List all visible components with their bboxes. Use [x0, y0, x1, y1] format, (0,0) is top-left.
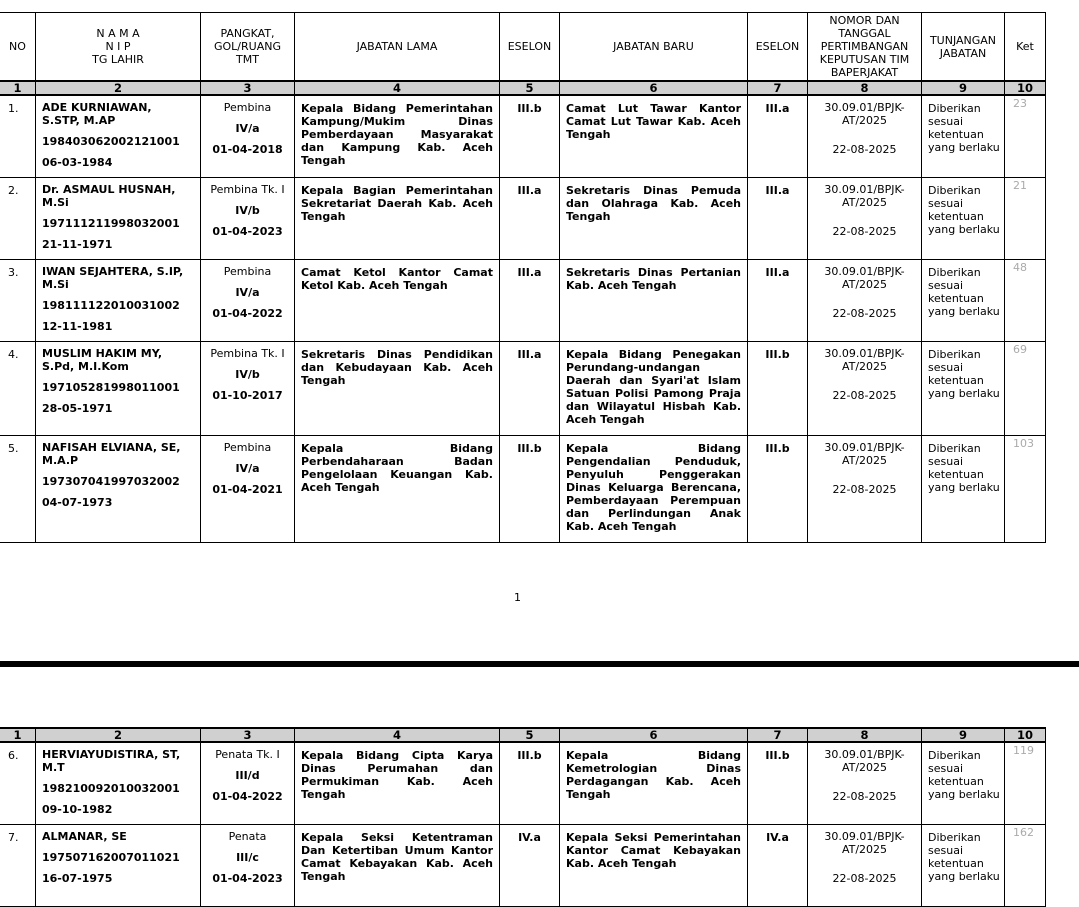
column-number: 8: [808, 728, 922, 742]
remark: 69: [1005, 341, 1046, 435]
decree-cell: [808, 177, 922, 259]
tmt-date: 01-04-2022: [212, 790, 283, 803]
grade: IV/a: [235, 285, 260, 299]
header-sk-line: NOMOR DAN: [829, 14, 900, 27]
remark: 119: [1005, 742, 1046, 824]
new-position: Sekretaris Dinas Pertanian Kab. Aceh Tengah: [560, 259, 748, 341]
tmt-date: 01-04-2023: [212, 224, 283, 238]
header-jabatan-lama: JABATAN LAMA: [295, 13, 500, 82]
table-row: [0, 259, 1046, 341]
rank-cell: [201, 824, 295, 906]
column-number: 6: [560, 81, 748, 95]
name-line: IWAN SEJAHTERA, S.IP,: [42, 264, 184, 278]
name-line: M.A.P: [42, 453, 79, 467]
column-number: 7: [748, 728, 808, 742]
header-nama: [36, 13, 201, 82]
mutation-table-page-2: [0, 727, 1046, 907]
decree-date: 22-08-2025: [832, 306, 897, 320]
header-sk-line: TANGGAL: [838, 27, 891, 40]
page-number: 1: [514, 591, 521, 604]
nip: 197111211998032001: [42, 216, 180, 230]
old-echelon: III.b: [500, 742, 560, 824]
name-line: M.Si: [42, 277, 69, 291]
decree-cell: [808, 435, 922, 542]
decree-number: 30.09.01/BPJK-AT/2025: [824, 101, 905, 127]
rank: Pembina Tk. I: [210, 182, 285, 196]
name-line: S.STP, M.AP: [42, 114, 116, 127]
decree-date: 22-08-2025: [832, 790, 897, 803]
decree-cell: [808, 259, 922, 341]
mutation-table-page-1: [0, 12, 1046, 543]
grade: IV/a: [235, 461, 260, 475]
decree-number: 30.09.01/BPJK-AT/2025: [824, 440, 905, 467]
header-ket: Ket: [1005, 13, 1046, 82]
table-row: [0, 95, 1046, 177]
column-number: 3: [201, 728, 295, 742]
column-number: 1: [0, 81, 36, 95]
old-position: Kepala Bidang Cipta Karya Dinas Perumahan dan Permukiman Kab. Aceh Tengah: [295, 742, 500, 824]
table-row: [0, 341, 1046, 435]
new-position: Kepala Bidang Penegakan Perundang-undangan Daerah dan Syari'at Islam Satuan Polisi Pamong Praja dan Wilayatul Hisbah Kab. Aceh Tengah: [560, 341, 748, 435]
remark: 48: [1005, 259, 1046, 341]
employee-cell: [36, 95, 201, 177]
new-position: Sekretaris Dinas Pemuda dan Olahraga Kab. Aceh Tengah: [560, 177, 748, 259]
header-tglahir-line: TG LAHIR: [92, 53, 144, 66]
row-number: 7.: [0, 824, 36, 906]
new-position: Kepala Seksi Pemerintahan Kantor Camat Kebayakan Kab. Aceh Tengah: [560, 824, 748, 906]
birth-date: 21-11-1971: [42, 237, 113, 251]
old-position: Sekretaris Dinas Pendidikan dan Kebudayaan Kab. Aceh Tengah: [295, 341, 500, 435]
name-line: MUSLIM HAKIM MY,: [42, 346, 163, 360]
remark: 103: [1005, 435, 1046, 542]
rank: Penata Tk. I: [215, 748, 280, 761]
remark: 23: [1005, 95, 1046, 177]
name-line: S.Pd, M.I.Kom: [42, 359, 129, 373]
employee-cell: [36, 435, 201, 542]
decree-date: 22-08-2025: [832, 482, 897, 496]
grade: III/d: [235, 769, 260, 782]
new-position: Kepala Bidang Pengendalian Penduduk, Penyuluh Penggerakan Dinas Keluarga Berencana, Pemberdayaan Perempuan dan Perlindungan Anak Kab. Aceh Tengah: [560, 435, 748, 542]
remark: 162: [1005, 824, 1046, 906]
column-number: 6: [560, 728, 748, 742]
row-number: 1.: [0, 95, 36, 177]
decree-date: 22-08-2025: [832, 143, 897, 156]
column-number: 1: [0, 728, 36, 742]
header-tmt-line: TMT: [236, 53, 259, 66]
tmt-date: 01-04-2023: [212, 871, 283, 885]
new-echelon: III.a: [748, 95, 808, 177]
column-number: 4: [295, 81, 500, 95]
birth-date: 28-05-1971: [42, 401, 113, 415]
tmt-date: 01-04-2018: [212, 143, 283, 156]
birth-date: 09-10-1982: [42, 803, 113, 816]
table-row: [0, 824, 1046, 906]
header-eselon-baru: ESELON: [748, 13, 808, 82]
column-number: 9: [922, 81, 1005, 95]
decree-cell: [808, 742, 922, 824]
column-number: 2: [36, 81, 201, 95]
birth-date: 16-07-1975: [42, 871, 113, 885]
name-line: M.T: [42, 761, 65, 774]
decree-number: 30.09.01/BPJK-AT/2025: [824, 829, 905, 856]
name-line: NAFISAH ELVIANA, SE,: [42, 440, 181, 454]
nip: 198403062002121001: [42, 135, 180, 148]
header-eselon-lama: ESELON: [500, 13, 560, 82]
header-nama-line: N A M A: [96, 27, 140, 40]
old-position: Kepala Seksi Ketentraman Dan Ketertiban Umum Kantor Camat Kebayakan Kab. Aceh Tengah: [295, 824, 500, 906]
birth-date: 04-07-1973: [42, 495, 113, 509]
employee-cell: [36, 341, 201, 435]
table-row: [0, 177, 1046, 259]
rank: Pembina Tk. I: [210, 346, 285, 360]
header-pangkat-line: PANGKAT,: [220, 27, 275, 40]
rank: Pembina: [223, 440, 272, 454]
new-echelon: III.a: [748, 177, 808, 259]
old-echelon: III.a: [500, 177, 560, 259]
allowance: Diberikan sesuai ketentuan yang berlaku: [922, 742, 1005, 824]
column-number: 4: [295, 728, 500, 742]
old-position: Camat Ketol Kantor Camat Ketol Kab. Aceh Tengah: [295, 259, 500, 341]
table-row: [0, 742, 1046, 824]
rank-cell: [201, 341, 295, 435]
employee-cell: [36, 824, 201, 906]
allowance: Diberikan sesuai ketentuan yang berlaku: [922, 824, 1005, 906]
allowance: Diberikan sesuai ketentuan yang berlaku: [922, 177, 1005, 259]
decree-cell: [808, 341, 922, 435]
decree-number: 30.09.01/BPJK-AT/2025: [824, 748, 905, 774]
header-sk-line: BAPERJAKAT: [830, 66, 899, 79]
row-number: 3.: [0, 259, 36, 341]
column-number: 5: [500, 728, 560, 742]
allowance: Diberikan sesuai ketentuan yang berlaku: [922, 95, 1005, 177]
header-sk: [808, 13, 922, 82]
header-row: [0, 13, 1046, 82]
rank-cell: [201, 435, 295, 542]
column-number: 8: [808, 81, 922, 95]
tmt-date: 01-04-2021: [212, 482, 283, 496]
header-tunjangan-line: TUNJANGAN: [929, 33, 997, 47]
nip: 197507162007011021: [42, 850, 180, 864]
column-number: 3: [201, 81, 295, 95]
name-line: HERVIAYUDISTIRA, ST,: [42, 748, 181, 761]
old-echelon: III.a: [500, 341, 560, 435]
grade: IV/a: [235, 122, 260, 135]
column-number: 9: [922, 728, 1005, 742]
rank-cell: [201, 95, 295, 177]
rank: Pembina: [223, 101, 272, 114]
tmt-date: 01-10-2017: [212, 388, 283, 402]
allowance: Diberikan sesuai ketentuan yang berlaku: [922, 341, 1005, 435]
decree-cell: [808, 95, 922, 177]
old-position: Kepala Bidang Pemerintahan Kampung/Mukim Dinas Pemberdayaan Masyarakat dan Kampung Kab. Aceh Tengah: [295, 95, 500, 177]
header-nip-line: N I P: [105, 40, 131, 53]
header-golruang-line: GOL/RUANG: [214, 40, 281, 53]
old-echelon: IV.a: [500, 824, 560, 906]
old-echelon: III.b: [500, 95, 560, 177]
new-echelon: III.b: [748, 341, 808, 435]
decree-number: 30.09.01/BPJK-AT/2025: [824, 346, 905, 373]
decree-date: 22-08-2025: [832, 871, 897, 885]
old-echelon: III.b: [500, 435, 560, 542]
new-position: Kepala Bidang Kemetrologian Dinas Perdagangan Kab. Aceh Tengah: [560, 742, 748, 824]
header-sk-line: PERTIMBANGAN: [820, 40, 909, 53]
name-line: ADE KURNIAWAN,: [42, 101, 152, 114]
column-number: 2: [36, 728, 201, 742]
column-number-row: [0, 81, 1046, 95]
row-number: 2.: [0, 177, 36, 259]
nip: 197105281998011001: [42, 380, 180, 394]
allowance: Diberikan sesuai ketentuan yang berlaku: [922, 259, 1005, 341]
column-number: 5: [500, 81, 560, 95]
row-number: 4.: [0, 341, 36, 435]
column-number: 7: [748, 81, 808, 95]
decree-number: 30.09.01/BPJK-AT/2025: [824, 182, 905, 209]
table-body-page-2: [0, 742, 1046, 906]
old-position: Kepala Bidang Perbendaharaan Badan Pengelolaan Keuangan Kab. Aceh Tengah: [295, 435, 500, 542]
table-row: [0, 435, 1046, 542]
name-line: M.Si: [42, 195, 69, 209]
grade: IV/b: [235, 367, 260, 381]
rank-cell: [201, 259, 295, 341]
row-number: 5.: [0, 435, 36, 542]
page-break-divider: [0, 661, 1079, 667]
decree-number: 30.09.01/BPJK-AT/2025: [824, 264, 905, 291]
nip: 197307041997032002: [42, 474, 180, 488]
header-sk-line: KEPUTUSAN TIM: [819, 53, 910, 66]
grade: III/c: [236, 850, 259, 864]
birth-date: 12-11-1981: [42, 319, 113, 333]
new-echelon: IV.a: [748, 824, 808, 906]
header-pangkat: [201, 13, 295, 82]
rank-cell: [201, 742, 295, 824]
nip: 198210092010032001: [42, 782, 180, 795]
employee-cell: [36, 259, 201, 341]
column-number: 10: [1005, 728, 1046, 742]
table-body-page-1: [0, 95, 1046, 542]
header-tunjangan: [922, 13, 1005, 82]
name-line: Dr. ASMAUL HUSNAH,: [42, 182, 176, 196]
old-echelon: III.a: [500, 259, 560, 341]
grade: IV/b: [235, 203, 260, 217]
decree-date: 22-08-2025: [832, 224, 897, 238]
rank: Penata: [228, 829, 267, 843]
new-position: Camat Lut Tawar Kantor Camat Lut Tawar Kab. Aceh Tengah: [560, 95, 748, 177]
nip: 198111122010031002: [42, 298, 180, 312]
row-number: 6.: [0, 742, 36, 824]
remark: 21: [1005, 177, 1046, 259]
employee-cell: [36, 177, 201, 259]
header-jabatan-baru: JABATAN BARU: [560, 13, 748, 82]
new-echelon: III.a: [748, 259, 808, 341]
decree-date: 22-08-2025: [832, 388, 897, 402]
birth-date: 06-03-1984: [42, 156, 113, 169]
old-position: Kepala Bagian Pemerintahan Sekretariat Daerah Kab. Aceh Tengah: [295, 177, 500, 259]
column-number-row: [0, 728, 1046, 742]
tmt-date: 01-04-2022: [212, 306, 283, 320]
new-echelon: III.b: [748, 435, 808, 542]
new-echelon: III.b: [748, 742, 808, 824]
rank: Pembina: [223, 264, 272, 278]
rank-cell: [201, 177, 295, 259]
employee-cell: [36, 742, 201, 824]
decree-cell: [808, 824, 922, 906]
header-no: NO: [0, 13, 36, 82]
header-tunjangan-line: JABATAN: [939, 46, 987, 60]
column-number: 10: [1005, 81, 1046, 95]
name-line: ALMANAR, SE: [42, 829, 127, 843]
allowance: Diberikan sesuai ketentuan yang berlaku: [922, 435, 1005, 542]
